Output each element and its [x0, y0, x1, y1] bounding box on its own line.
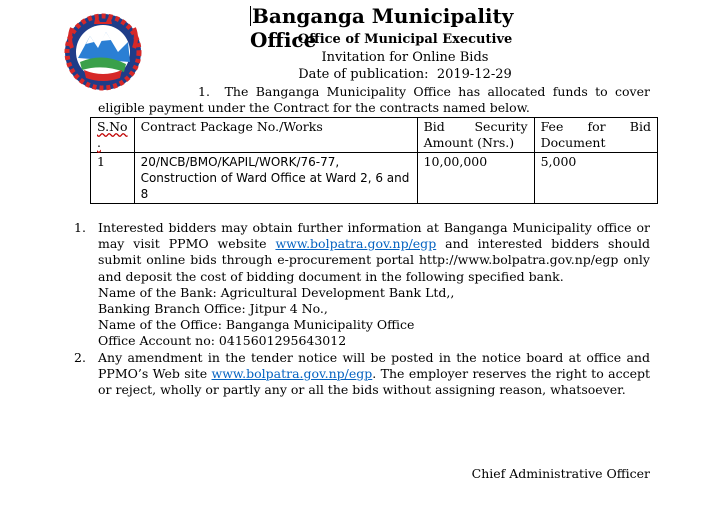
publication-date: Date of publication: 2019-12-29	[298, 67, 512, 82]
signature-title: Chief Administrative Officer	[471, 466, 650, 481]
header-sno: S.No .	[91, 118, 135, 153]
contract-table	[90, 117, 658, 204]
office-name: Name of the Office: Banganga Municipality Office	[98, 317, 415, 333]
row-amount: 10,00,000	[417, 153, 534, 204]
row-package: 20/NCB/BMO/KAPIL/WORK/76-77, Construction of Ward Office at Ward 2, 6 and 8	[134, 153, 417, 204]
intro-paragraph: 1. The Banganga Municipality Office has allocated funds to cover eligible payment under the Contract for the contracts named below.	[98, 84, 650, 115]
row-sno: 1	[91, 153, 135, 204]
page-title: Banganga Municipality Office	[250, 4, 514, 52]
ppmo-website-link-2[interactable]: www.bolpatra.gov.np/egp	[211, 365, 373, 381]
list-item: 2. Any amendment in the tender notice will be posted in the notice board at office and PPMO’s Web site www.bolpatra.gov.np/egp. The employer reserves the right to accept or reject, wholly or partly any or all the bids without assigning reason, whatsoever.	[74, 349, 651, 398]
bank-branch: Banking Branch Office: Jitpur 4 No.,	[98, 301, 328, 317]
header-package: Contract Package No./Works	[134, 118, 417, 153]
office-subtitle: Office of Municipal Executive	[297, 32, 513, 47]
table-header-row	[91, 118, 658, 153]
header-amount: Bid Security Amount (Nrs.)	[417, 118, 534, 153]
header-fee: Fee for Bid Document	[534, 118, 657, 153]
nepal-emblem-logo	[60, 8, 146, 94]
table-row	[91, 153, 658, 204]
bank-name: Name of the Bank: Agricultural Development Bank Ltd,,	[98, 284, 455, 300]
text-cursor	[250, 6, 251, 26]
notice-subtitle: Invitation for Online Bids	[321, 50, 489, 65]
row-fee: 5,000	[534, 153, 657, 204]
office-account: Office Account no: 0415601295643012	[98, 333, 347, 349]
ppmo-website-link[interactable]: www.bolpatra.gov.np/egp	[275, 236, 437, 252]
instructions-list	[74, 220, 650, 398]
list-item: 1. Interested bidders may obtain further information at Banganga Municipality office or may visit PPMO website www.bolpatra.gov.np/egp and interested bidders should submit online bids through e-procurement portal http://www.bolpatra.gov.np/egp only and deposit the cost of bidding document in the following specified bank. Name of the Bank: Agricultural Development Bank Ltd,, Banking Branch Office: Jitpur 4 No., Name of the Office: Banganga Municipality Office Office Account no: 0415601295643012	[74, 220, 650, 349]
